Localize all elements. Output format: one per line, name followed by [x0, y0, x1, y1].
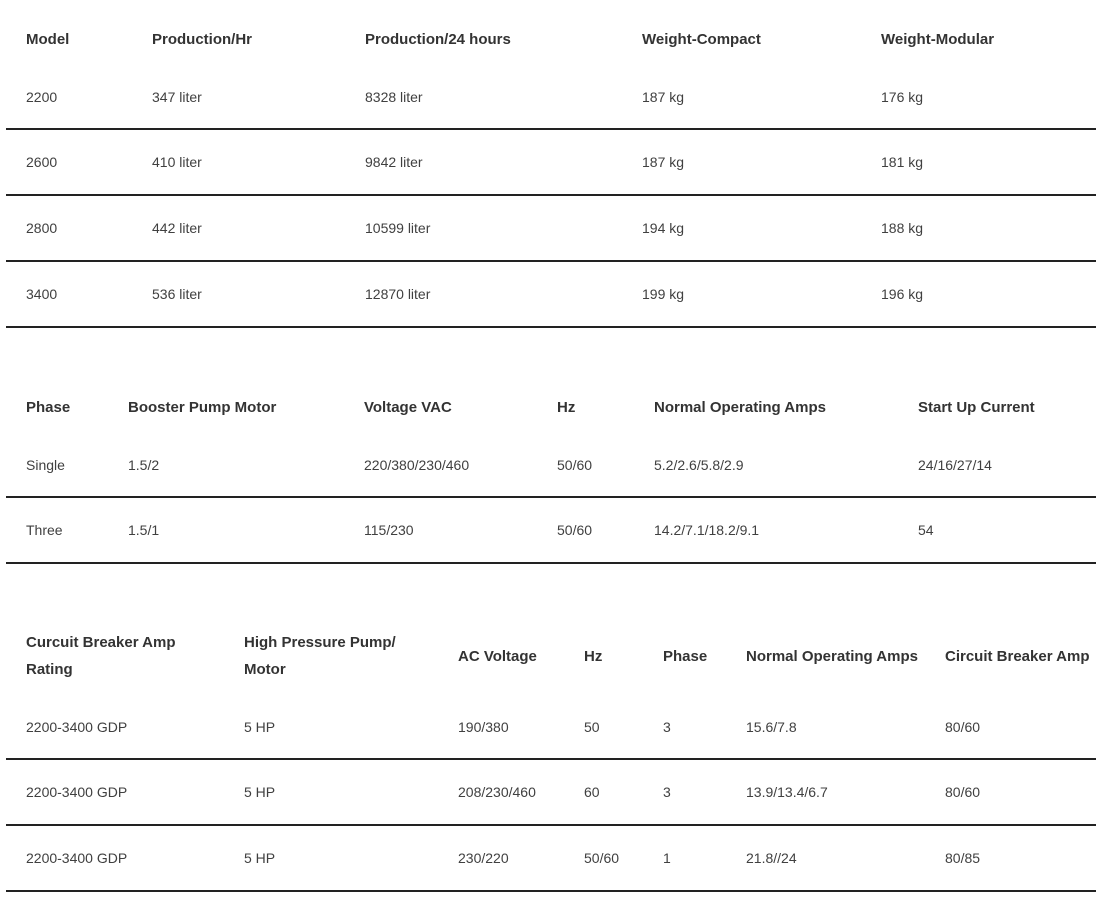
table-cell: 1.5/2: [128, 457, 160, 473]
table-cell: 54: [918, 522, 934, 538]
column-header: Normal Operating Amps: [746, 647, 918, 665]
circuit-breaker-table: [6, 616, 1096, 892]
table-cell: 187 kg: [642, 89, 685, 105]
table-cell: 13.9/13.4/6.7: [746, 784, 828, 800]
table-cell: 194 kg: [642, 220, 685, 236]
table-cell: 50: [584, 719, 600, 735]
table-cell: 50/60: [557, 522, 593, 538]
column-header: Normal Operating Amps: [654, 398, 826, 416]
table-cell: 2800: [26, 220, 58, 236]
table-row: [6, 497, 1096, 563]
table-cell: 188 kg: [881, 220, 924, 236]
table-cell: 10599 liter: [365, 220, 431, 236]
table-header-row: [6, 616, 1096, 696]
table-cell: 5 HP: [244, 719, 276, 735]
column-header: Circuit Breaker Amp: [945, 647, 1090, 665]
column-header: Curcuit Breaker Amp Rating: [26, 634, 176, 678]
column-header: Voltage VAC: [364, 398, 452, 416]
table-cell: 3: [663, 784, 671, 800]
table-row: [6, 825, 1096, 891]
table-cell: 181 kg: [881, 154, 924, 170]
table-cell: 442 liter: [152, 220, 202, 236]
column-header: Hz: [584, 647, 603, 665]
table-cell: 60: [584, 784, 600, 800]
table-cell: 2200-3400 GDP: [26, 784, 128, 800]
table-cell: 176 kg: [881, 89, 924, 105]
table-cell: 5.2/2.6/5.8/2.9: [654, 457, 744, 473]
table-cell: 347 liter: [152, 89, 202, 105]
table-cell: 14.2/7.1/18.2/9.1: [654, 522, 760, 538]
table-cell: 3: [663, 719, 671, 735]
table-cell: 80/85: [945, 850, 981, 866]
table-cell: 2200-3400 GDP: [26, 850, 128, 866]
table-cell: 536 liter: [152, 286, 202, 302]
table-cell: 410 liter: [152, 154, 202, 170]
column-header: High Pressure Pump/ Motor: [244, 634, 396, 678]
table-row: [6, 696, 1096, 759]
table-cell: 199 kg: [642, 286, 685, 302]
table-cell: 2200-3400 GDP: [26, 719, 128, 735]
table-cell: 2600: [26, 154, 58, 170]
table-cell: 21.8//24: [746, 850, 797, 866]
column-header: Weight-Modular: [881, 30, 995, 48]
table-cell: 115/230: [364, 522, 414, 538]
table-cell: 208/230/460: [458, 784, 536, 800]
production-table: [6, 12, 1096, 328]
column-header: Production/Hr: [152, 30, 252, 48]
table-cell: 5 HP: [244, 850, 276, 866]
table-row: [6, 195, 1096, 261]
table-cell: 50/60: [557, 457, 593, 473]
table-cell: 187 kg: [642, 154, 685, 170]
table-cell: 190/380: [458, 719, 509, 735]
table-cell: 1.5/1: [128, 522, 160, 538]
table-cell: Three: [26, 522, 63, 538]
table-cell: 2200: [26, 89, 58, 105]
table-row: [6, 434, 1096, 497]
column-header: AC Voltage: [458, 647, 537, 665]
table-cell: 8328 liter: [365, 89, 423, 105]
table-cell: 15.6/7.8: [746, 719, 797, 735]
table-row: [6, 261, 1096, 327]
column-header: Booster Pump Motor: [128, 398, 277, 416]
table-cell: 80/60: [945, 719, 981, 735]
column-header: Start Up Current: [918, 398, 1035, 416]
column-header: Weight-Compact: [642, 30, 761, 48]
table-cell: Single: [26, 457, 65, 473]
table-cell: 9842 liter: [365, 154, 423, 170]
table-header-row: [6, 12, 1096, 66]
table-cell: 80/60: [945, 784, 981, 800]
table-row: [6, 66, 1096, 129]
table-row: [6, 129, 1096, 195]
table-cell: 12870 liter: [365, 286, 431, 302]
column-header: Phase: [663, 647, 708, 665]
booster-pump-table: [6, 380, 1096, 564]
column-header: Model: [26, 30, 70, 48]
column-header: Production/24 hours: [365, 30, 511, 48]
table-cell: 230/220: [458, 850, 509, 866]
table-cell: 196 kg: [881, 286, 924, 302]
table-header-row: [6, 380, 1096, 434]
table-cell: 1: [663, 850, 671, 866]
column-header: Hz: [557, 398, 576, 416]
column-header: Phase: [26, 398, 71, 416]
table-cell: 24/16/27/14: [918, 457, 992, 473]
table-cell: 5 HP: [244, 784, 276, 800]
table-cell: 50/60: [584, 850, 620, 866]
table-row: [6, 759, 1096, 825]
table-cell: 3400: [26, 286, 58, 302]
table-cell: 220/380/230/460: [364, 457, 470, 473]
